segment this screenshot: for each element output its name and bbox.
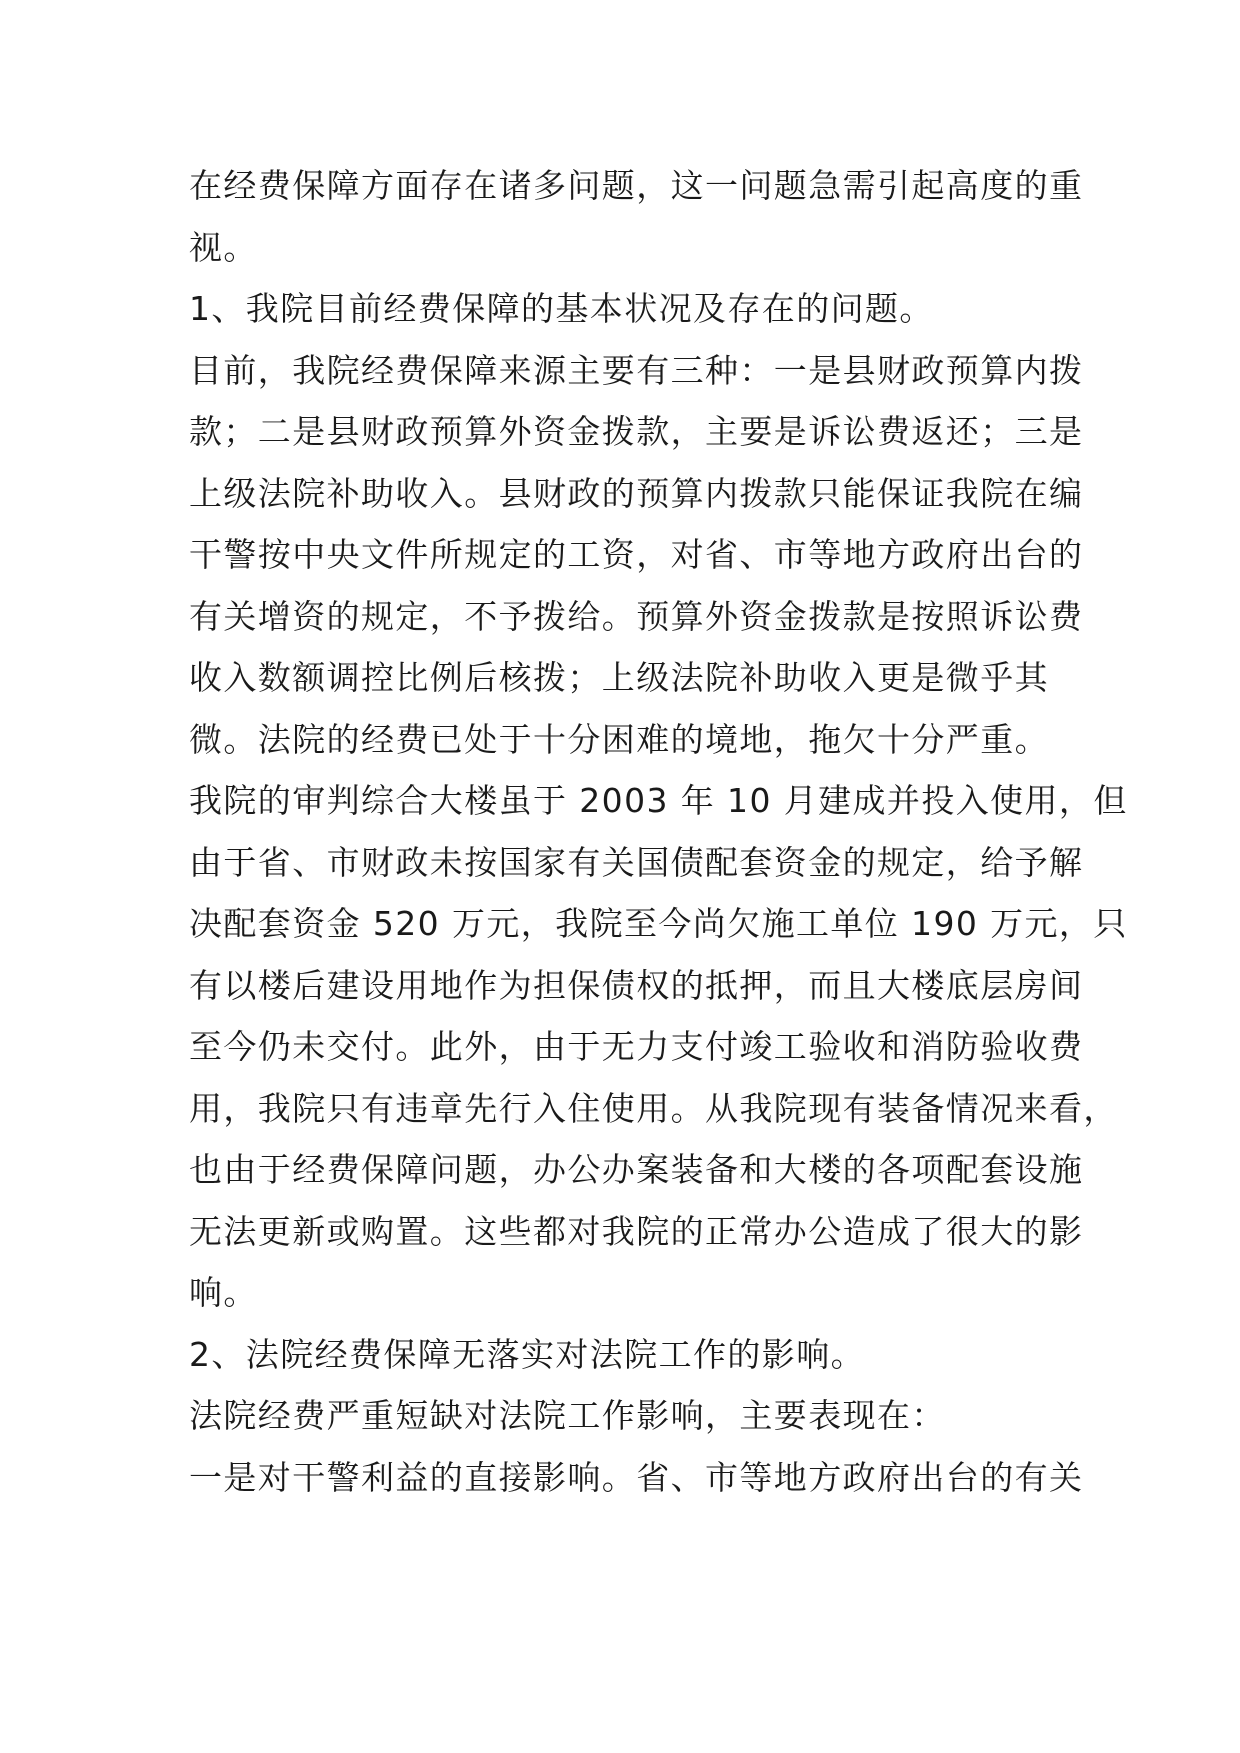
text-line: 由于省、市财政未按国家有关国债配套资金的规定，给予解 [189, 842, 1084, 882]
text-line: 微。法院的经费已处于十分困难的境地，拖欠十分严重。 [189, 719, 1049, 759]
text-line: 决配套资金 520 万元，我院至今尚欠施工单位 190 万元，只 [189, 904, 1128, 943]
text-line: 法院经费严重短缺对法院工作影响，主要表现在： [189, 1396, 946, 1435]
text-line: 一是对干警利益的直接影响。省、市等地方政府出台的有关 [189, 1457, 1084, 1497]
document-page [189, 155, 1128, 1508]
text-line: 上级法院补助收入。县财政的预算内拨款只能保证我院在编 [189, 473, 1084, 513]
section-heading: 2、法院经费保障无落实对法院工作的影响。 [189, 1334, 865, 1374]
text-line: 无法更新或购置。这些都对我院的正常办公造成了很大的影 [189, 1211, 1084, 1251]
text-line: 视。 [189, 227, 258, 267]
text-line: 至今仍未交付。此外，由于无力支付竣工验收和消防验收费 [189, 1027, 1084, 1066]
text-line: 响。 [189, 1273, 258, 1312]
text-line: 用，我院只有违章先行入住使用。从我院现有装备情况来看， [189, 1088, 1118, 1128]
text-line: 在经费保障方面存在诸多问题，这一问题急需引起高度的重 [189, 166, 1084, 205]
text-line: 有关增资的规定，不予拨给。预算外资金拨款是按照诉讼费 [189, 596, 1084, 636]
text-line: 也由于经费保障问题，办公办案装备和大楼的各项配套设施 [189, 1150, 1084, 1189]
section-heading: 1、我院目前经费保障的基本状况及存在的问题。 [189, 289, 934, 328]
text-line: 款；二是县财政预算外资金拨款，主要是诉讼费返还；三是 [189, 412, 1084, 451]
text-line: 我院的审判综合大楼虽于 2003 年 10 月建成并投入使用，但 [189, 781, 1128, 820]
text-line: 干警按中央文件所规定的工资，对省、市等地方政府出台的 [189, 535, 1084, 574]
text-line: 目前，我院经费保障来源主要有三种：一是县财政预算内拨 [189, 350, 1084, 390]
text-line: 收入数额调控比例后核拨；上级法院补助收入更是微乎其 [189, 658, 1049, 697]
text-line: 有以楼后建设用地作为担保债权的抵押，而且大楼底层房间 [189, 965, 1084, 1005]
